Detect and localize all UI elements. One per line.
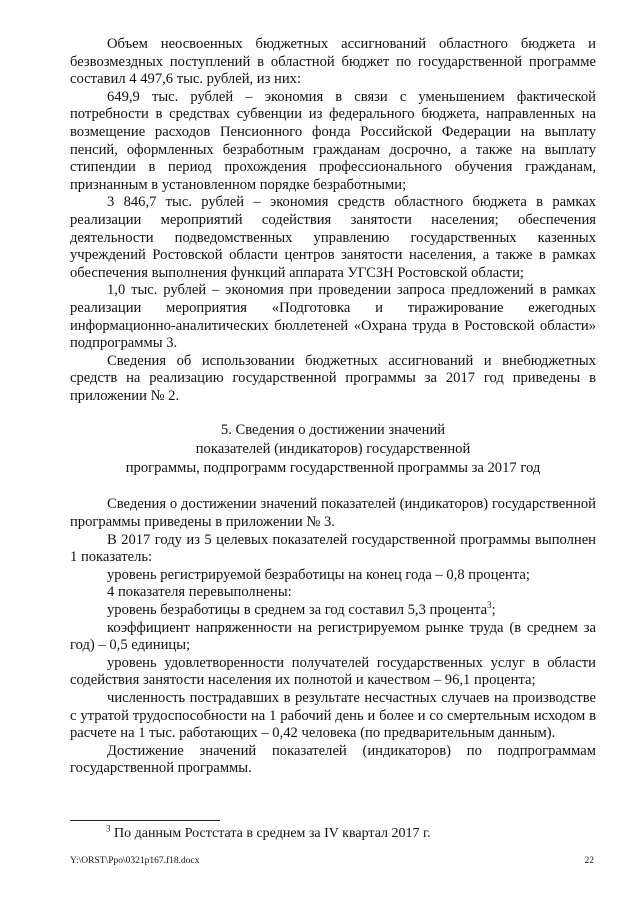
paragraph: 1,0 тыс. рублей – экономия при проведении запроса предложений в рамках реализации мероприятия «Подготовка и тиражирование ежегодных информационно-аналитических бюллетеней «Охрана труда в Ростовской области» подпрограммы 3. — [70, 282, 596, 352]
section-heading-line: 5. Сведения о достижении значений — [220, 422, 446, 439]
paragraph: Объем неосвоенных бюджетных ассигнований областного бюджета и безвозмездных поступлений в областной бюджет по государственной программе составил 4 497,6 тыс. рублей, из них: — [70, 36, 596, 88]
paragraph: 4 показателя перевыполнены: — [107, 584, 292, 601]
page-body — [70, 36, 596, 778]
footnote-reference[interactable]: 3 — [487, 600, 492, 611]
paragraph: 649,9 тыс. рублей – экономия в связи с уменьшением фактической потребности в средствах субвенции из федерального бюджета, направленных на возмещение расходов Пенсионного фонда Российской Федерации на выплату пенсий, оформленных безработным гражданам досрочно, а также на выплату стипендии в период прохождения профессионального обучения гражданам, признанным в установленном порядке безработными; — [70, 88, 596, 193]
paragraph: коэффициент напряженности на регистрируемом рынке труда (в среднем за год) – 0,5 единицы; — [70, 619, 596, 654]
section-heading — [70, 421, 596, 478]
paragraph: В 2017 году из 5 целевых показателей государственной программы выполнен 1 показатель: — [70, 531, 596, 566]
section-heading-line: показателей (индикаторов) государственной — [195, 441, 471, 458]
paragraph: численность пострадавших в результате несчастных случаев на производстве с утратой трудоспособности на 1 рабочий день и более и со смертельным исходом в расчете на 1 тыс. работающих – 0,42 человека (по предварительным данным). — [70, 690, 596, 742]
paragraph: Сведения об использовании бюджетных ассигнований и внебюджетных средств на реализацию государственной программы за 2017 год приведены в приложении № 2. — [70, 352, 596, 404]
paragraph — [70, 602, 596, 620]
paragraph-text: уровень безработицы в среднем за год составил 5,3 процента — [107, 602, 488, 619]
paragraph: Сведения о достижении значений показателей (индикаторов) государственной программы приведены в приложении № 3. — [70, 496, 596, 531]
footnote-separator — [70, 820, 220, 821]
footnote — [106, 823, 431, 842]
page-number: 22 — [584, 856, 594, 866]
footer-file-path: Y:\ORST\Ppo\0321p167.f18.docx — [70, 856, 200, 866]
paragraph: уровень удовлетворенности получателей государственных услуг в области содействия занятости населения их полнотой и качеством – 96,1 процента; — [70, 654, 596, 689]
paragraph: 3 846,7 тыс. рублей – экономия средств областного бюджета в рамках реализации мероприятий содействия занятости населения; обеспечения деятельности подведомственных управлению государственных казенных учреждений Ростовской области центров занятости населения, а также в рамках обеспечения выполнения функций аппарата УГСЗН Ростовской области; — [70, 194, 596, 281]
footnote-text: По данным Ростстата в среднем за IV квартал 2017 г. — [110, 826, 431, 841]
paragraph-text: ; — [491, 602, 496, 619]
footnote-mark: 3 — [106, 823, 111, 834]
section-heading-line: программы, подпрограмм государственной программы за 2017 год — [125, 460, 541, 477]
paragraph: Достижение значений показателей (индикаторов) по подпрограммам государственной программы. — [70, 742, 596, 777]
paragraph: уровень регистрируемой безработицы на конец года – 0,8 процента; — [107, 566, 530, 583]
